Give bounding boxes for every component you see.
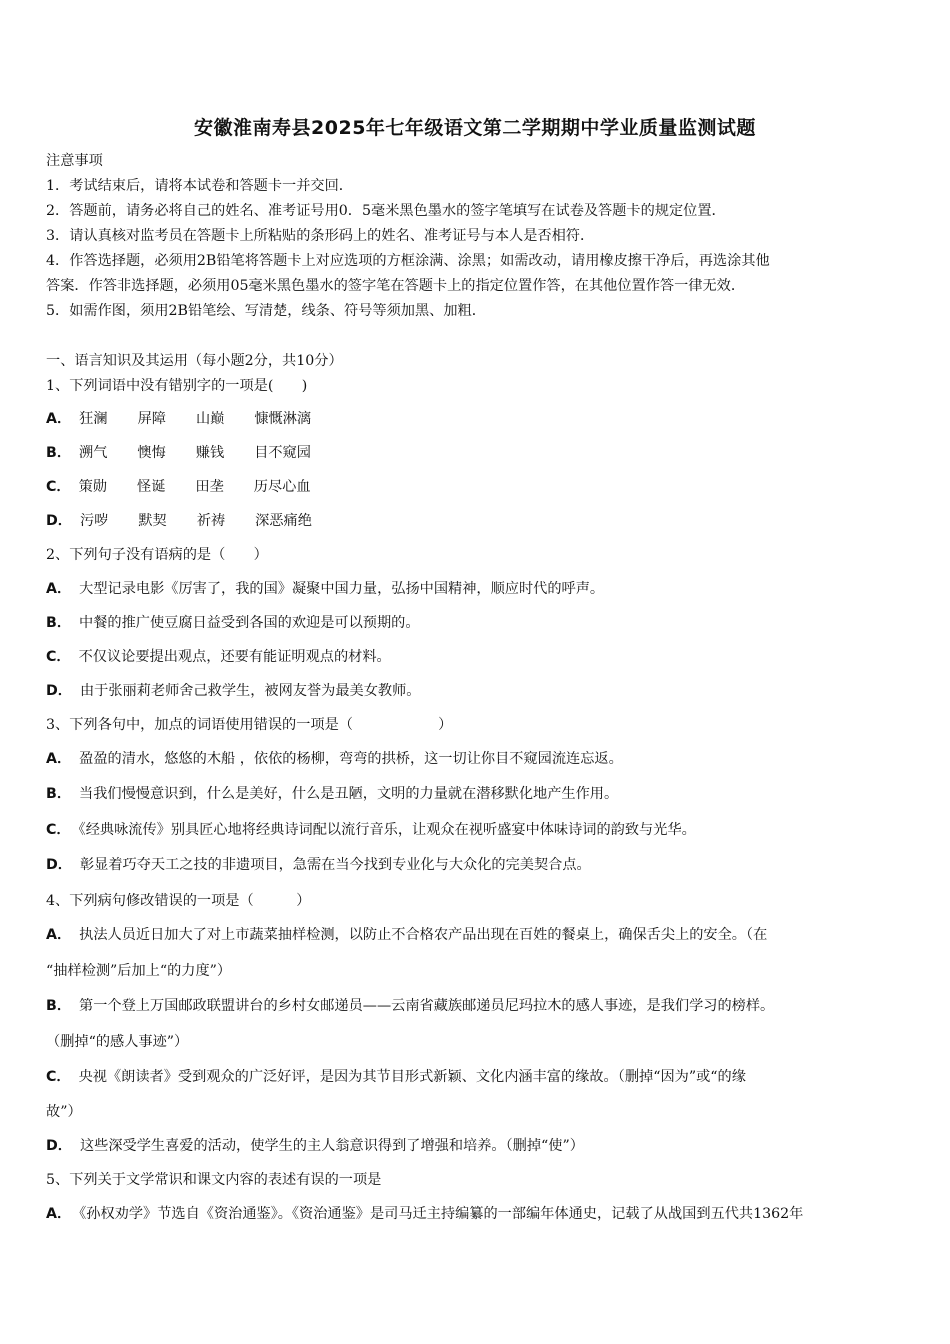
page-title: 安徽淮南寿县2025年七年级语文第二学期期中学业质量监测试题 <box>194 117 756 139</box>
option-word: 赚钱 <box>195 445 225 461</box>
option-c-continued <box>46 1102 82 1122</box>
option-b <box>46 784 618 804</box>
option-letter: B． <box>46 445 72 461</box>
option-b <box>46 613 420 633</box>
option-d <box>46 1136 584 1156</box>
option-a <box>46 579 604 599</box>
option-text: 由于张丽莉老师舍己救学生，被网友誉为最美女教师。 <box>79 683 421 699</box>
option-a <box>46 925 767 945</box>
question-stem: 1、下列词语中没有错别字的一项是( ) <box>46 378 308 394</box>
option-letter: A． <box>46 751 72 767</box>
question-stem: 3、下列各句中，加点的词语使用错误的一项是（ ） <box>46 717 453 733</box>
question-stem: 5、下列关于文学常识和课文内容的表述有误的一项是 <box>46 1172 382 1188</box>
option-letter: D． <box>46 857 72 873</box>
option-text: 盈盈的清水，悠悠的木船 ，依依的杨柳，弯弯的拱桥，这一切让你目不窥园流连忘返。 <box>79 751 623 767</box>
option-c <box>46 647 391 667</box>
option-text: 执法人员近日加大了对上市蔬菜抽样检测，以防止不合格农产品出现在百姓的餐桌上，确保舌尖上的安全。（在 <box>79 927 768 943</box>
option-letter: B． <box>46 615 72 631</box>
option-letter: B． <box>46 998 72 1014</box>
option-word: 深恶痛绝 <box>255 513 312 529</box>
option-b <box>46 443 341 463</box>
option-letter: D． <box>46 513 72 529</box>
question-stem: 4、下列病句修改错误的一项是（ ） <box>46 893 311 909</box>
option-word: 默契 <box>138 513 167 529</box>
option-letter: C． <box>46 1069 71 1085</box>
option-letter: A． <box>46 411 72 427</box>
option-a <box>46 749 623 769</box>
option-letter: A． <box>46 927 72 943</box>
option-text: 彰显着巧夺天工之技的非遗项目，急需在当今找到专业化与大众化的完美契合点。 <box>79 857 591 873</box>
option-letter: C． <box>46 822 71 838</box>
option-word: 懊悔 <box>137 445 166 461</box>
option-word: 狂澜 <box>79 411 108 427</box>
option-letter: C． <box>46 649 71 665</box>
option-letter: B． <box>46 786 72 802</box>
notice-item: 5．如需作图，须用2B铅笔绘、写清楚，线条、符号等须加黑、加粗． <box>46 303 486 319</box>
option-word: 祈祷 <box>196 513 226 529</box>
option-word: 慷慨淋漓 <box>254 411 312 427</box>
option-b-continued <box>46 1032 188 1052</box>
option-text: （删掉“的感人事迹”） <box>46 1034 189 1050</box>
option-letter: A． <box>46 1206 72 1222</box>
option-text: 中餐的推广使豆腐日益受到各国的欢迎是可以预期的。 <box>79 615 420 631</box>
option-letter: D． <box>46 1138 72 1154</box>
option-c <box>46 477 341 497</box>
option-word: 田垄 <box>195 479 224 495</box>
option-letter: D． <box>46 683 72 699</box>
option-text: 第一个登上万国邮政联盟讲台的乡村女邮递员——云南省藏族邮递员尼玛拉木的感人事迹，是我们学习的榜样。 <box>79 998 775 1014</box>
option-d <box>46 855 591 875</box>
option-d <box>46 681 420 701</box>
option-word: 溯气 <box>79 445 108 461</box>
option-text: 《经典咏流传》别具匠心地将经典诗词配以流行音乐，让观众在视听盛宴中体味诗词的韵致与光华。 <box>78 822 696 838</box>
option-letter: C． <box>46 479 71 495</box>
option-a <box>46 1204 803 1224</box>
option-letter: A． <box>46 581 72 597</box>
option-word: 山巅 <box>195 411 225 427</box>
option-c <box>46 1067 746 1087</box>
option-word: 历尽心血 <box>253 479 311 495</box>
option-word: 目不窥园 <box>254 445 311 461</box>
notice-item: 2．答题前，请务必将自己的姓名、准考证号用0．5毫米黑色墨水的签字笔填写在试卷及答题卡的规定位置． <box>46 203 726 219</box>
option-text: 当我们慢慢意识到，什么是美好，什么是丑陋，文明的力量就在潜移默化地产生作用。 <box>79 786 619 802</box>
question-stem: 2、下列句子没有语病的是（ ） <box>46 547 268 563</box>
option-text: 故”） <box>46 1104 82 1120</box>
option-d <box>46 511 342 531</box>
notice-item: 4．作答选择题，必须用2B铅笔将答题卡上对应选项的方框涂满、涂黑；如需改动，请用橡皮擦干净后，再选涂其他 <box>46 253 770 269</box>
option-a-continued <box>46 961 231 981</box>
option-word: 污哕 <box>79 513 109 529</box>
option-c <box>46 820 696 840</box>
notice-heading: 注意事项 <box>46 153 103 169</box>
option-text: 这些深受学生喜爱的活动，使学生的主人翁意识得到了增强和培养。（删掉“使”） <box>79 1138 584 1154</box>
option-text: 《孙权劝学》节选自《资治通鉴》。《资治通鉴》是司马迁主持编纂的一部编年体通史，记载了从战国到五代共1362年 <box>79 1206 804 1222</box>
notice-item: 1．考试结束后，请将本试卷和答题卡一并交回． <box>46 178 353 194</box>
notice-item: 3．请认真核对监考员在答题卡上所粘贴的条形码上的姓名、准考证号与本人是否相符． <box>46 228 595 244</box>
option-text: 央视《朗读者》受到观众的广泛好评，是因为其节目形式新颖、文化内涵丰富的缘故。（删掉“因为”或“的缘 <box>78 1069 746 1085</box>
notice-item: 答案．作答非选择题，必须用05毫米黑色墨水的签字笔在答题卡上的指定位置作答，在其他位置作答一律无效． <box>46 278 746 294</box>
option-word: 屏障 <box>137 411 166 427</box>
option-text: “抽样检测”后加上“的力度”） <box>46 963 232 979</box>
option-b <box>46 996 774 1016</box>
option-word: 策勋 <box>78 479 107 495</box>
option-word: 怪诞 <box>137 479 166 495</box>
option-text: 不仅议论要提出观点，还要有能证明观点的材料。 <box>78 649 391 665</box>
section-heading: 一、语言知识及其运用（每小题2分，共10分） <box>46 353 343 369</box>
option-text: 大型记录电影《厉害了，我的国》凝聚中国力量，弘扬中国精神，顺应时代的呼声。 <box>79 581 605 597</box>
option-a <box>46 409 341 429</box>
